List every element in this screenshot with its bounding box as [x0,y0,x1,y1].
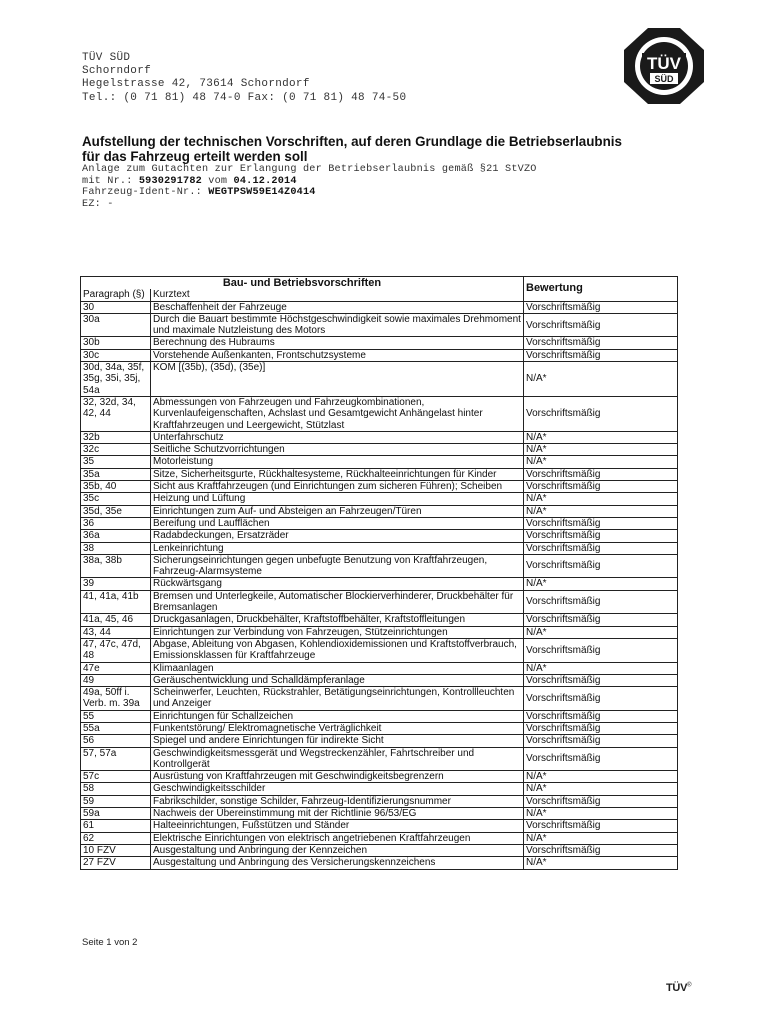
table-row [81,687,678,711]
bewertung-cell: Vorschriftsmäßig [524,820,678,832]
kurztext-cell: Scheinwerfer, Leuchten, Rückstrahler, Betätigungseinrichtungen, Kontrollleuchten und Anzeiger [151,687,524,711]
table-row [81,349,678,361]
kurztext-cell: Nachweis der Übereinstimmung mit der Richtlinie 96/53/EG [151,808,524,820]
kurztext-cell: Lenkeinrichtung [151,542,524,554]
table-row [81,530,678,542]
paragraph-cell: 55 [81,710,151,722]
kurztext-cell: Sicherungseinrichtungen gegen unbefugte Benutzung von Kraftfahrzeugen, Fahrzeug-Alarmsysteme [151,554,524,578]
table-row [81,493,678,505]
paragraph-cell: 36a [81,530,151,542]
paragraph-cell: 47e [81,662,151,674]
column-header-kurztext: Kurztext [151,289,524,301]
bewertung-cell: N/A* [524,808,678,820]
table-row [81,614,678,626]
kurztext-cell: Spiegel und andere Einrichtungen für indirekte Sicht [151,735,524,747]
table-row [81,857,678,869]
bewertung-cell: Vorschriftsmäßig [524,468,678,480]
table-row [81,783,678,795]
table-row [81,396,678,431]
kurztext-cell: Ausgestaltung und Anbringung der Kennzeichen [151,844,524,856]
regulations-table-body [81,301,678,869]
table-row [81,554,678,578]
org-name: TÜV SÜD [82,52,131,64]
table-row [81,710,678,722]
paragraph-cell: 59a [81,808,151,820]
logo-subtext: SÜD [654,74,674,84]
bewertung-cell: Vorschriftsmäßig [524,710,678,722]
bewertung-cell: Vorschriftsmäßig [524,844,678,856]
paragraph-cell: 38 [81,542,151,554]
paragraph-cell: 30 [81,301,151,313]
bewertung-cell: N/A* [524,832,678,844]
table-row [81,337,678,349]
kurztext-cell: Sitze, Sicherheitsgurte, Rückhaltesysteme, Rückhalteeinrichtungen für Kinder [151,468,524,480]
kurztext-cell: Klimaanlagen [151,662,524,674]
paragraph-cell: 57c [81,771,151,783]
bewertung-cell: Vorschriftsmäßig [524,638,678,662]
kurztext-cell: Beschaffenheit der Fahrzeuge [151,301,524,313]
paragraph-cell: 41, 41a, 41b [81,590,151,614]
bewertung-cell: N/A* [524,493,678,505]
paragraph-cell: 57, 57a [81,747,151,771]
bewertung-cell: Vorschriftsmäßig [524,590,678,614]
bewertung-cell: N/A* [524,431,678,443]
footer-logo: TÜV® [666,982,692,994]
table-row [81,808,678,820]
table-title: Bau- und Betriebsvorschriften [81,277,524,290]
bewertung-cell: N/A* [524,662,678,674]
paragraph-cell: 61 [81,820,151,832]
document-title: Aufstellung der technischen Vorschriften, auf deren Grundlage die Betriebserlaubnis für das Fahrzeug erteilt werden soll [82,134,622,164]
bewertung-cell: N/A* [524,505,678,517]
paragraph-cell: 62 [81,832,151,844]
bewertung-cell: Vorschriftsmäßig [524,614,678,626]
paragraph-cell: 27 FZV [81,857,151,869]
table-title-row [81,277,678,290]
paragraph-cell: 35 [81,456,151,468]
kurztext-cell: Berechnung des Hubraums [151,337,524,349]
table-row [81,468,678,480]
kurztext-cell: Bremsen und Unterlegkeile, Automatischer Blockierverhinderer, Druckbehälter für Bremsanlagen [151,590,524,614]
kurztext-cell: Halteeinrichtungen, Fußstützen und Ständer [151,820,524,832]
kurztext-cell: Einrichtungen zur Verbindung von Fahrzeugen, Stützeinrichtungen [151,626,524,638]
table-row [81,362,678,397]
table-row [81,747,678,771]
table-row [81,517,678,529]
kurztext-cell: Motorleistung [151,456,524,468]
table-row [81,832,678,844]
paragraph-cell: 10 FZV [81,844,151,856]
document-subtitle: Anlage zum Gutachten zur Erlangung der Betriebserlaubnis gemäß §21 StVZO [82,164,537,175]
kurztext-cell: Radabdeckungen, Ersatzräder [151,530,524,542]
table-row [81,626,678,638]
bewertung-cell: Vorschriftsmäßig [524,530,678,542]
bewertung-cell: Vorschriftsmäßig [524,337,678,349]
bewertung-cell: N/A* [524,783,678,795]
table-row [81,431,678,443]
bewertung-cell: Vorschriftsmäßig [524,542,678,554]
paragraph-cell: 59 [81,795,151,807]
table-row [81,771,678,783]
org-city: Schorndorf [82,65,152,78]
kurztext-cell: Geräuschentwicklung und Schalldämpferanlage [151,674,524,686]
bewertung-cell: Vorschriftsmäßig [524,396,678,431]
vin-line: Fahrzeug-Ident-Nr.: WEGTPSW59E14Z0414 [82,187,316,199]
bewertung-cell: Vorschriftsmäßig [524,313,678,337]
tuv-sud-logo [622,26,706,106]
bewertung-cell: Vorschriftsmäßig [524,481,678,493]
table-row [81,456,678,468]
paragraph-cell: 49a, 50ff i. Verb. m. 39a [81,687,151,711]
kurztext-cell: Abgase, Ableitung von Abgasen, Kohlendioxidemissionen und Kraftstoffverbrauch, Emissionsklassen für Kraftfahrzeuge [151,638,524,662]
kurztext-cell: Ausgestaltung und Anbringung des Versicherungskennzeichens [151,857,524,869]
table-row [81,590,678,614]
kurztext-cell: Funkentstörung/ Elektromagnetische Verträglichkeit [151,722,524,734]
kurztext-cell: Druckgasanlagen, Druckbehälter, Kraftstoffbehälter, Kraftstoffleitungen [151,614,524,626]
kurztext-cell: Elektrische Einrichtungen von elektrisch angetriebenen Kraftfahrzeugen [151,832,524,844]
table-row [81,481,678,493]
table-row [81,662,678,674]
paragraph-cell: 32b [81,431,151,443]
address-block [82,52,406,105]
paragraph-cell: 38a, 38b [81,554,151,578]
paragraph-cell: 36 [81,517,151,529]
table-row [81,578,678,590]
bewertung-cell: N/A* [524,362,678,397]
paragraph-cell: 43, 44 [81,626,151,638]
table-row [81,795,678,807]
kurztext-cell: Fabrikschilder, sonstige Schilder, Fahrzeug-Identifizierungsnummer [151,795,524,807]
paragraph-cell: 35d, 35e [81,505,151,517]
page-number: Seite 1 von 2 [82,937,138,948]
gutachten-number: 5930291782 [138,175,202,187]
gutachten-date: 04.12.2014 [233,175,297,187]
kurztext-cell: Sicht aus Kraftfahrzeugen (und Einrichtungen zum sicheren Führen); Scheiben [151,481,524,493]
bewertung-cell: Vorschriftsmäßig [524,722,678,734]
kurztext-cell: Bereifung und Laufflächen [151,517,524,529]
kurztext-cell: Ausrüstung von Kraftfahrzeugen mit Geschwindigkeitsbegrenzern [151,771,524,783]
regulations-table [80,276,678,870]
bewertung-cell: Vorschriftsmäßig [524,554,678,578]
paragraph-cell: 32c [81,444,151,456]
paragraph-cell: 49 [81,674,151,686]
paragraph-cell: 32, 32d, 34, 42, 44 [81,396,151,431]
bewertung-cell: Vorschriftsmäßig [524,301,678,313]
bewertung-cell: Vorschriftsmäßig [524,735,678,747]
bewertung-cell: N/A* [524,857,678,869]
table-row [81,722,678,734]
kurztext-cell: Durch die Bauart bestimmte Höchstgeschwindigkeit sowie maximales Drehmoment und maximale Nutzleistung des Motors [151,313,524,337]
document-heading [82,134,642,210]
kurztext-cell: Geschwindigkeitsmessgerät und Wegstreckenzähler, Fahrtschreiber und Kontrollgerät [151,747,524,771]
paragraph-cell: 55a [81,722,151,734]
paragraph-cell: 58 [81,783,151,795]
kurztext-cell: Rückwärtsgang [151,578,524,590]
table-row [81,313,678,337]
bewertung-cell: Vorschriftsmäßig [524,747,678,771]
table-row [81,638,678,662]
logo-text: TÜV [647,54,681,73]
paragraph-cell: 35a [81,468,151,480]
bewertung-cell: N/A* [524,444,678,456]
paragraph-cell: 30a [81,313,151,337]
kurztext-cell: Einrichtungen für Schallzeichen [151,710,524,722]
org-street: Hegelstrasse 42, 73614 Schorndorf [82,78,310,91]
kurztext-cell: KOM [(35b), (35d), (35e)] [151,362,524,397]
paragraph-cell: 30d, 34a, 35f, 35g, 35i, 35j, 54a [81,362,151,397]
bewertung-cell: Vorschriftsmäßig [524,349,678,361]
bewertung-cell: Vorschriftsmäßig [524,517,678,529]
column-header-paragraph: Paragraph (§) [81,289,151,301]
table-row [81,505,678,517]
table-row [81,820,678,832]
bewertung-cell: Vorschriftsmäßig [524,687,678,711]
table-row [81,735,678,747]
paragraph-cell: 30c [81,349,151,361]
paragraph-cell: 30b [81,337,151,349]
bewertung-cell: Vorschriftsmäßig [524,795,678,807]
kurztext-cell: Seitliche Schutzvorrichtungen [151,444,524,456]
table-row [81,301,678,313]
bewertung-cell: N/A* [524,456,678,468]
document-number-line: mit Nr.: 5930291782 vom 04.12.2014 [82,175,297,187]
table-row [81,844,678,856]
bewertung-cell: N/A* [524,626,678,638]
bewertung-cell: N/A* [524,771,678,783]
kurztext-cell: Einrichtungen zum Auf- und Absteigen an Fahrzeugen/Türen [151,505,524,517]
kurztext-cell: Abmessungen von Fahrzeugen und Fahrzeugkombinationen, Kurvenlaufeigenschaften, Achslast und Gesamtgewicht Anhängelast hinter Kraftfahrzeugen und Leergewicht, Stützlast [151,396,524,431]
paragraph-cell: 56 [81,735,151,747]
table-row [81,542,678,554]
paragraph-cell: 41a, 45, 46 [81,614,151,626]
column-header-bewertung: Bewertung [524,277,678,302]
paragraph-cell: 35c [81,493,151,505]
ez-line: EZ: - [82,198,114,210]
paragraph-cell: 39 [81,578,151,590]
table-row [81,674,678,686]
kurztext-cell: Heizung und Lüftung [151,493,524,505]
paragraph-cell: 47, 47c, 47d, 48 [81,638,151,662]
bewertung-cell: Vorschriftsmäßig [524,674,678,686]
kurztext-cell: Unterfahrschutz [151,431,524,443]
table-row [81,444,678,456]
paragraph-cell: 35b, 40 [81,481,151,493]
org-phone: Tel.: (0 71 81) 48 74-0 Fax: (0 71 81) 48 74-50 [82,91,407,104]
vin-value: WEGTPSW59E14Z0414 [208,187,316,199]
bewertung-cell: N/A* [524,578,678,590]
kurztext-cell: Vorstehende Außenkanten, Frontschutzsysteme [151,349,524,361]
kurztext-cell: Geschwindigkeitsschilder [151,783,524,795]
